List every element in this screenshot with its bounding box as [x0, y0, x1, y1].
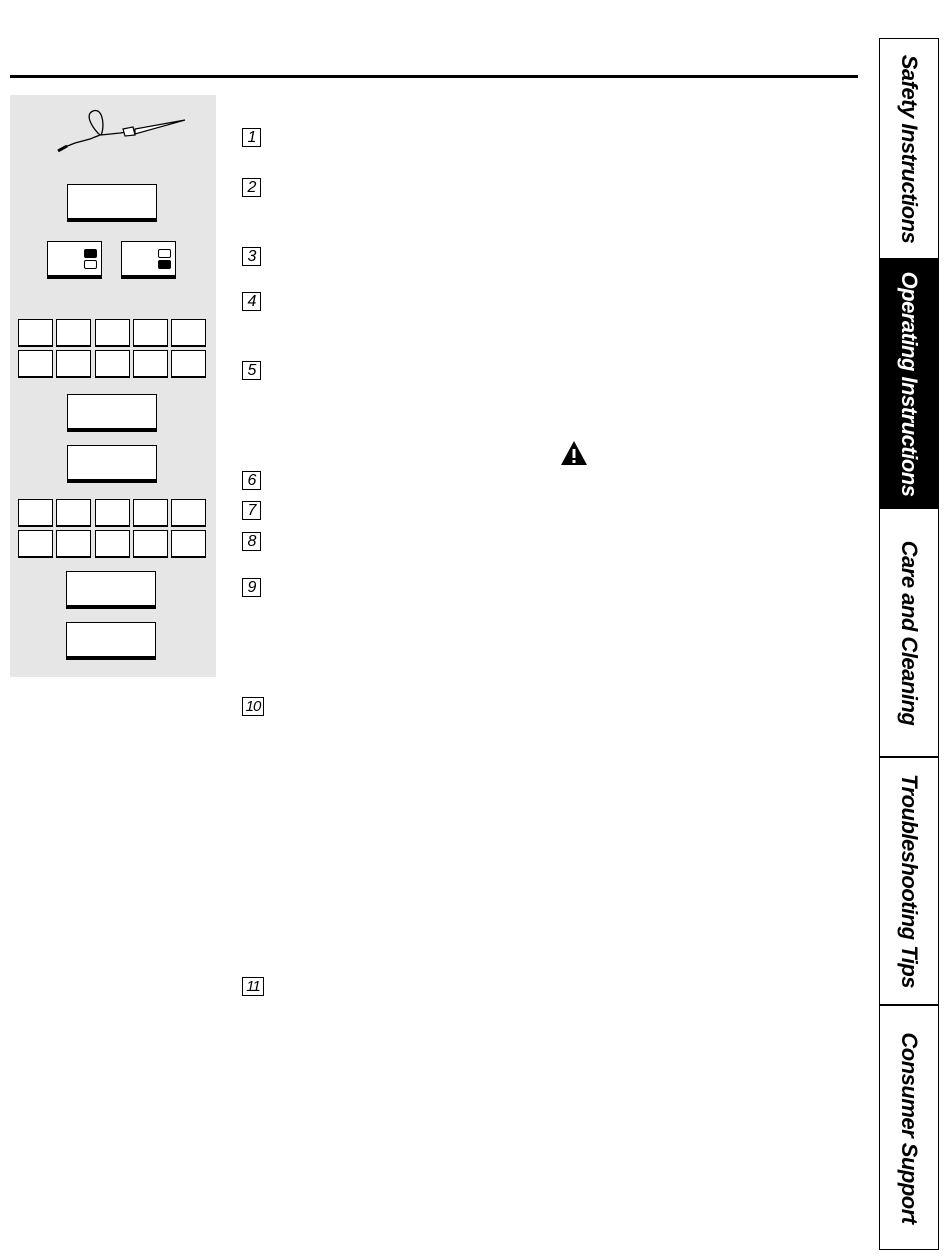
keypad-key [95, 530, 130, 558]
tab-label: Troubleshooting Tips [897, 773, 922, 989]
keypad-key [95, 499, 130, 527]
tab-label: Consumer Support [897, 1031, 922, 1224]
keypad-key [133, 499, 168, 527]
keypad-key [56, 499, 91, 527]
keypad-key [18, 499, 53, 527]
keypad-key [56, 350, 91, 378]
keypad-key [18, 530, 53, 558]
step-number: 1 [242, 128, 261, 147]
step-number: 6 [242, 471, 261, 490]
tab-label: Operating Instructions [897, 271, 922, 496]
step-number: 10 [242, 697, 264, 716]
panel-key [67, 394, 157, 432]
step-number: 7 [242, 501, 261, 520]
temperature-probe-icon [55, 105, 190, 155]
keypad-key [133, 530, 168, 558]
keypad-key [133, 350, 168, 378]
step-number: 8 [242, 532, 261, 551]
keypad-key [133, 319, 168, 347]
header-rule [10, 75, 858, 78]
step-number: 5 [242, 361, 261, 380]
keypad-key [56, 319, 91, 347]
keypad-key [95, 319, 130, 347]
panel-key-upper-lower [47, 241, 102, 279]
keypad-key [56, 530, 91, 558]
keypad-key [171, 350, 206, 378]
warning-triangle-icon [560, 440, 588, 466]
tab-care-and-cleaning[interactable] [879, 508, 939, 757]
panel-key-upper-lower [121, 241, 176, 279]
panel-key [67, 445, 157, 483]
tab-safety-instructions[interactable] [879, 38, 939, 259]
keypad-key [95, 350, 130, 378]
panel-key [67, 184, 157, 222]
keypad-key [171, 319, 206, 347]
section-tabs [879, 38, 939, 1250]
tab-consumer-support[interactable] [879, 1005, 939, 1250]
keypad-key [18, 319, 53, 347]
panel-key [66, 571, 156, 609]
keypad-key [171, 499, 206, 527]
step-number: 9 [242, 578, 261, 597]
tab-operating-instructions[interactable] [879, 259, 939, 508]
keypad-key [171, 530, 206, 558]
step-number: 4 [242, 292, 261, 311]
tab-label: Care and Cleaning [897, 540, 922, 725]
step-number: 2 [242, 178, 261, 197]
step-number: 3 [242, 247, 261, 266]
tab-troubleshooting-tips[interactable] [879, 757, 939, 1005]
keypad-key [18, 350, 53, 378]
panel-key [66, 622, 156, 660]
tab-label: Safety Instructions [897, 54, 922, 243]
step-number: 11 [242, 977, 264, 996]
